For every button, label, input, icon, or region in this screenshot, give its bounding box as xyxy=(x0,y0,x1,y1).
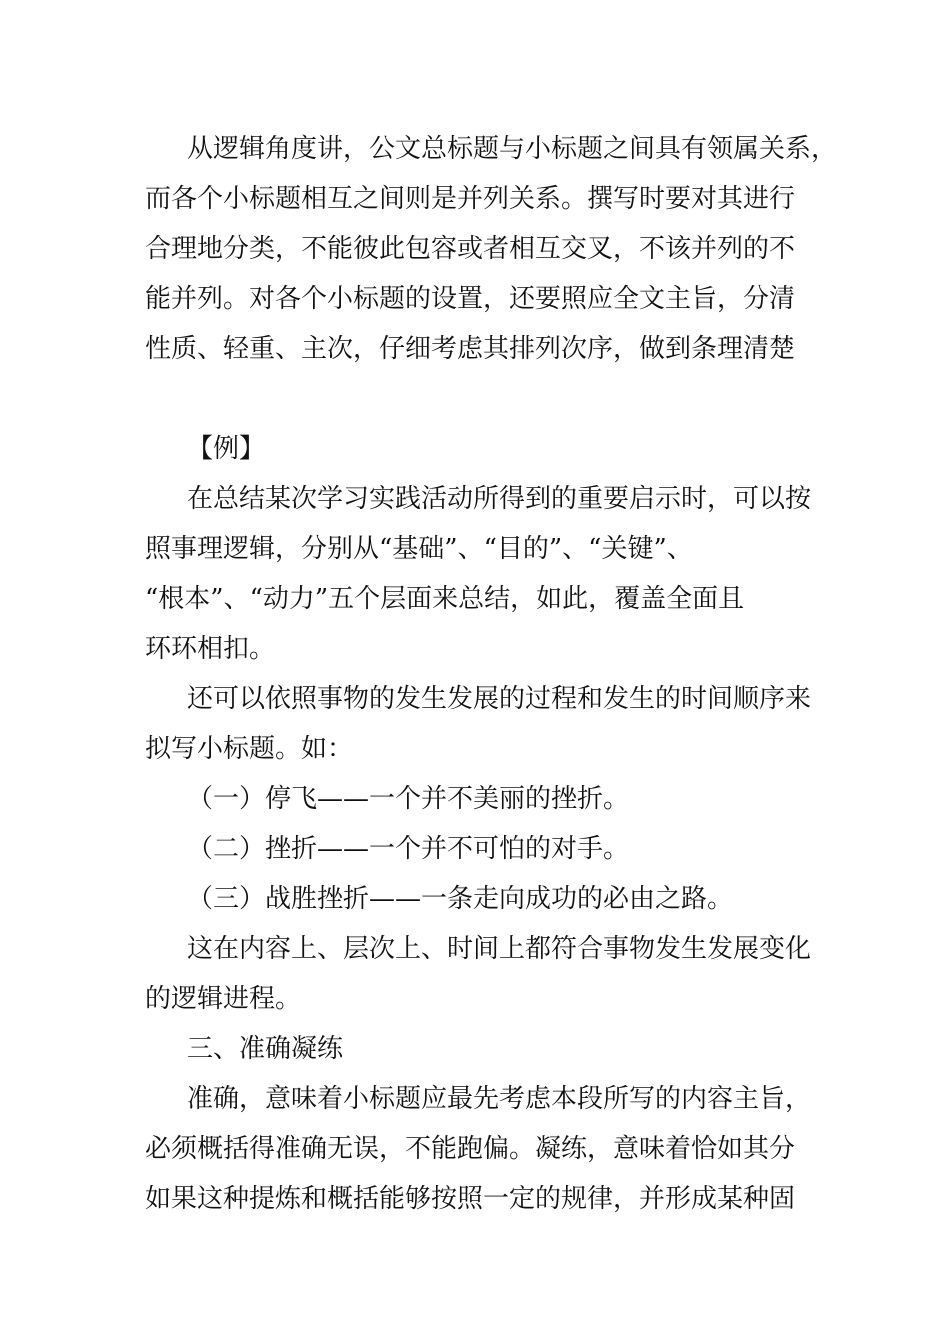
text-line: “根本”、“动力”五个层面来总结，如此，覆盖全面且 xyxy=(145,584,745,614)
example-heading: 【例】 xyxy=(187,434,266,464)
paragraph-logic xyxy=(145,124,838,374)
section-heading: 三、准确凝练 xyxy=(187,1034,344,1064)
text-line: 必须概括得准确无误，不能跑偏。凝练，意味着恰如其分 xyxy=(145,1134,796,1164)
text-line: 合理地分类，不能彼此包容或者相互交叉，不该并列的不 xyxy=(145,234,796,264)
text-line: 还可以依照事物的发生发展的过程和发生的时间顺序来 xyxy=(187,684,812,714)
text-line: 性质、轻重、主次，仔细考虑其排列次序，做到条理清楚 xyxy=(145,334,796,364)
text-line: 从逻辑角度讲，公文总标题与小标题之间具有领属关系， xyxy=(187,134,838,164)
text-line: 能并列。对各个小标题的设置，还要照应全文主旨，分清 xyxy=(145,284,796,314)
text-line: 照事理逻辑，分别从“基础”、“目的”、“关键”、 xyxy=(145,534,693,564)
text-line: 这在内容上、层次上、时间上都符合事物发生发展变化 xyxy=(187,934,812,964)
text-line: 的逻辑进程。 xyxy=(145,984,302,1014)
text-line: 环环相扣。 xyxy=(145,634,276,664)
list-item: （一）停飞——一个并不美丽的挫折。 xyxy=(187,784,630,814)
text-line: 准确，意味着小标题应最先考虑本段所写的内容主旨， xyxy=(187,1084,812,1114)
text-line: 在总结某次学习实践活动所得到的重要启示时，可以按 xyxy=(187,484,812,514)
text-line: 而各个小标题相互之间则是并列关系。撰写时要对其进行 xyxy=(145,184,796,214)
text-line: 拟写小标题。如： xyxy=(145,734,354,764)
text-line: 如果这种提炼和概括能够按照一定的规律，并形成某种固 xyxy=(145,1184,796,1214)
list-item: （二）挫折——一个并不可怕的对手。 xyxy=(187,834,630,864)
list-item: （三）战胜挫折——一条走向成功的必由之路。 xyxy=(187,884,734,914)
body-content xyxy=(145,424,815,1224)
